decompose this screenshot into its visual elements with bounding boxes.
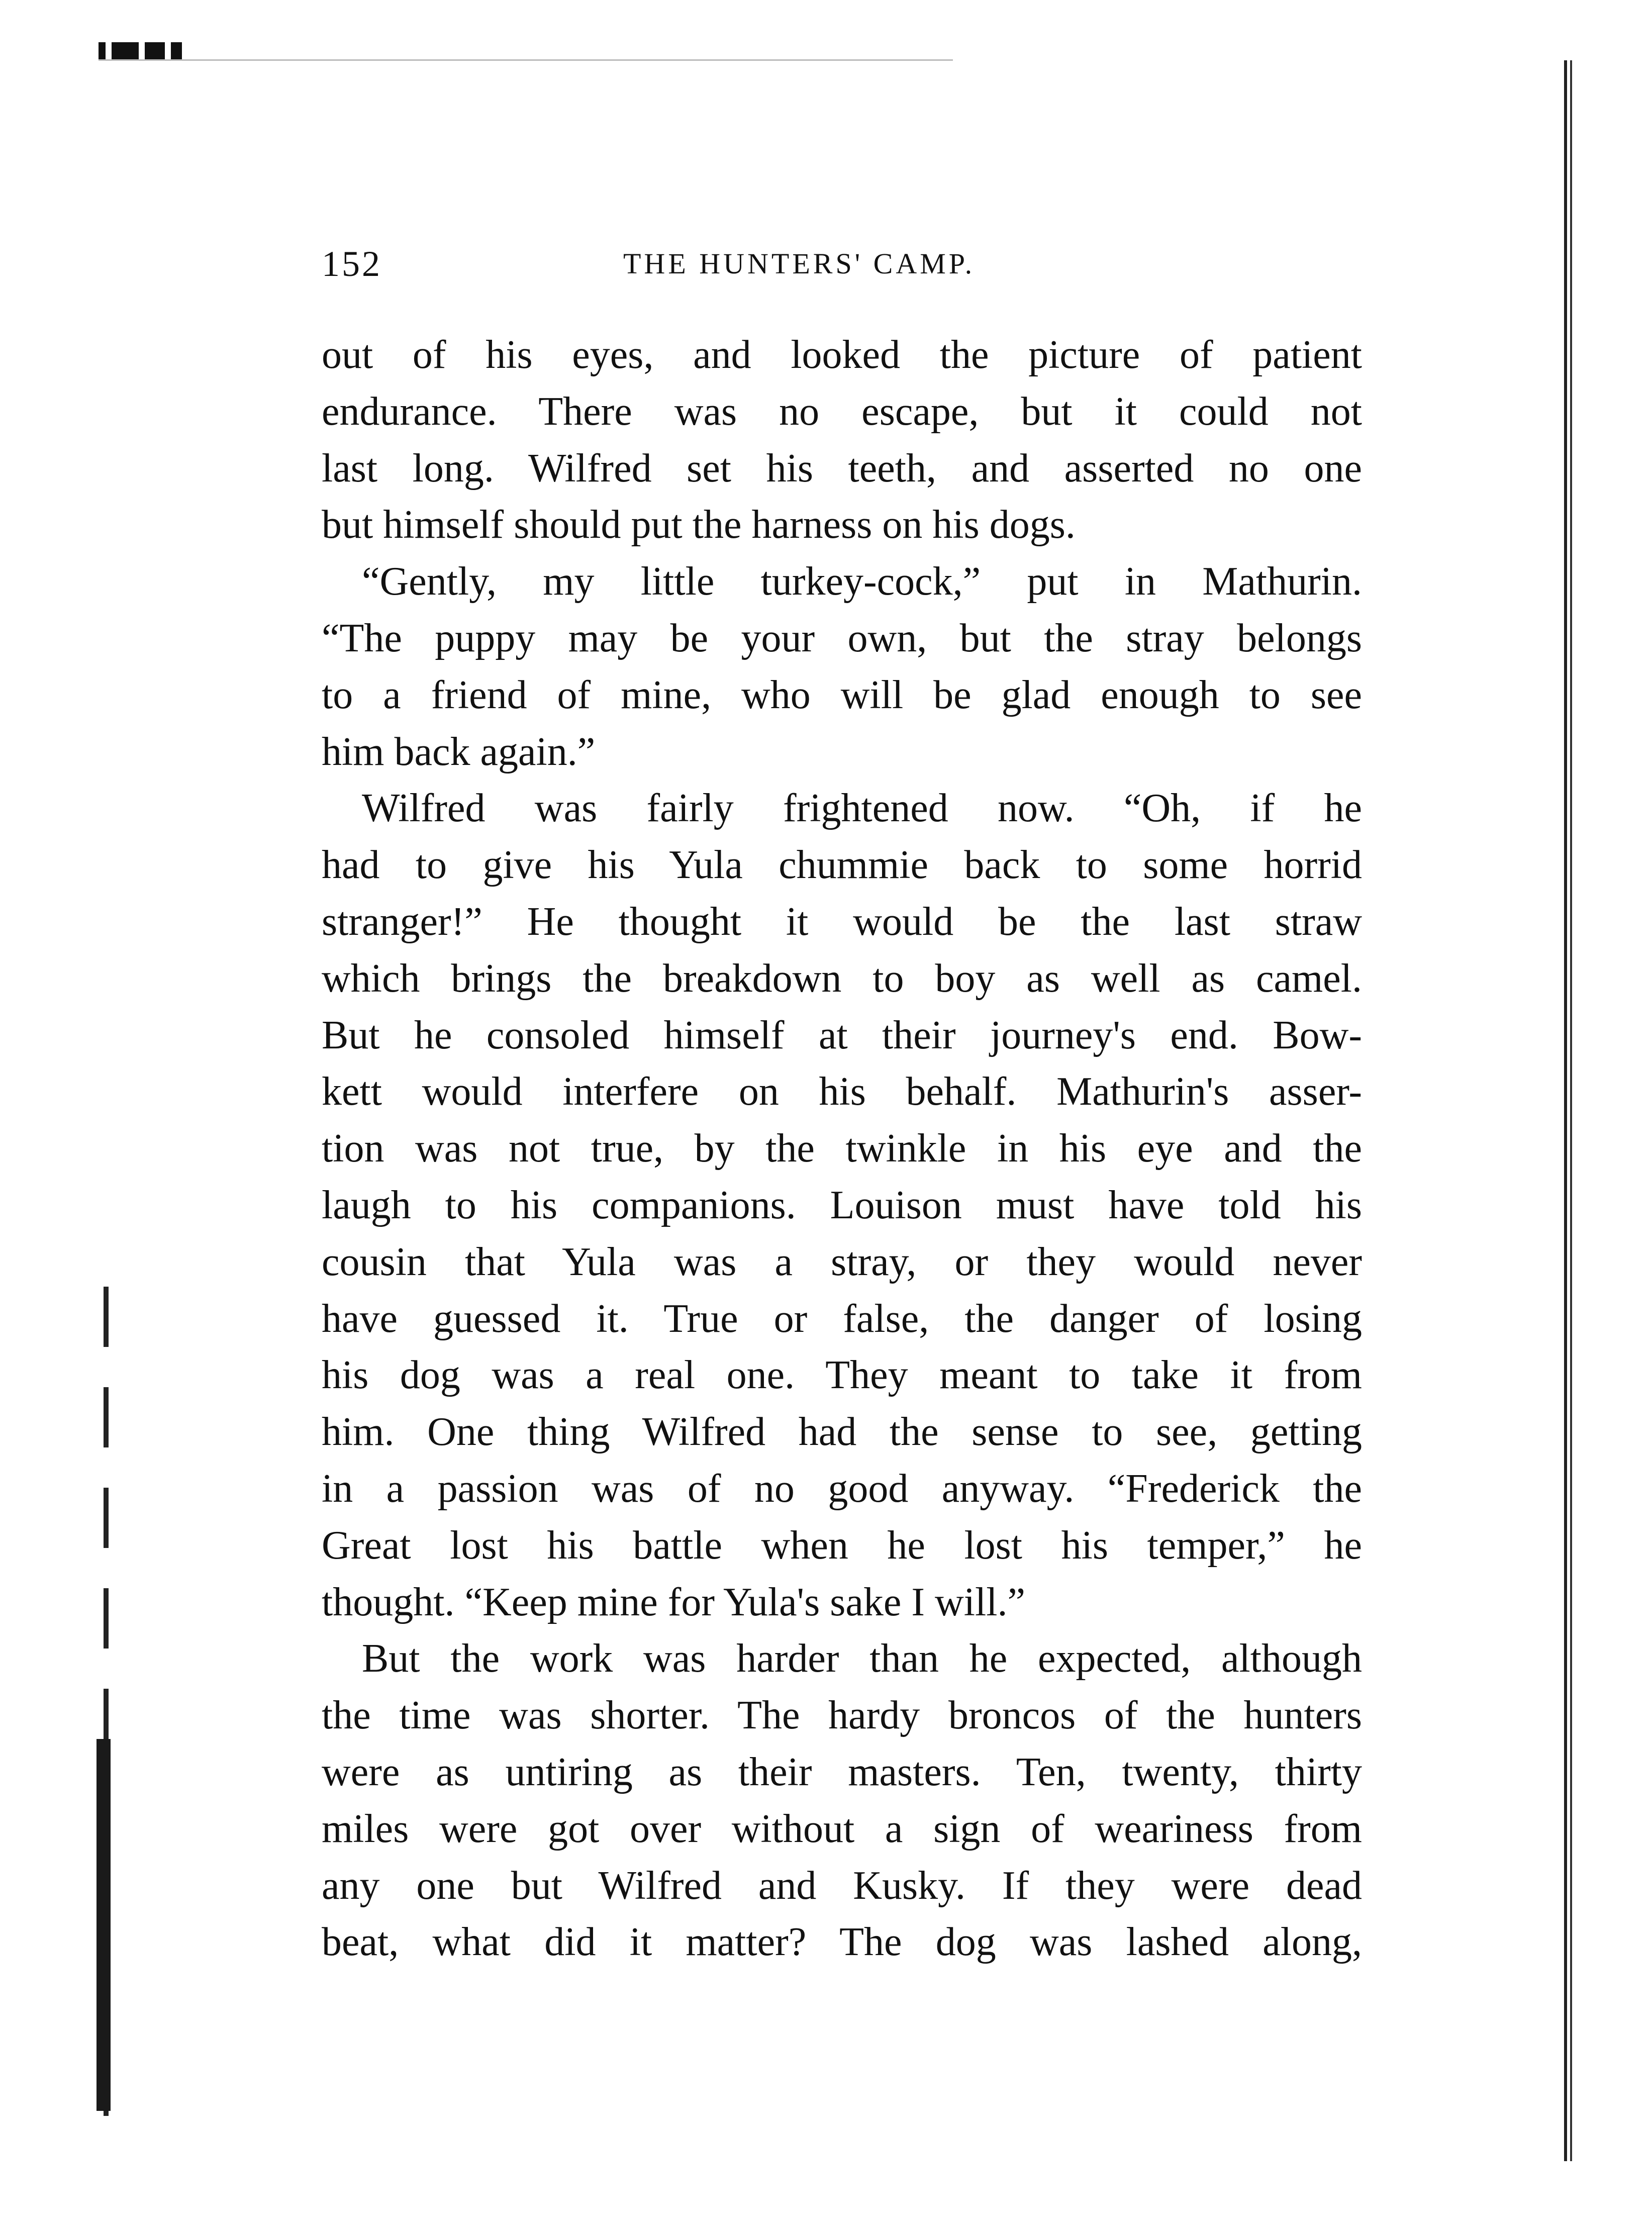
text-line: the time was shorter. The hardy broncos of the hunters <box>322 1693 1362 1738</box>
text-line: Great lost his battle when he lost his temper,” he <box>322 1523 1362 1568</box>
text-line: any one but Wilfred and Kusky. If they were dead <box>322 1863 1362 1908</box>
scan-binding-shadow <box>96 1739 111 2111</box>
text-line: miles were got over without a sign of weariness from <box>322 1806 1362 1851</box>
page-number: 152 <box>322 244 382 284</box>
text-line: “The puppy may be your own, but the stray belongs <box>322 616 1362 660</box>
body-text <box>322 327 1362 1971</box>
scan-margin-marks <box>99 42 182 60</box>
text-line: out of his eyes, and looked the picture of patient <box>322 333 1362 377</box>
text-line: him. One thing Wilfred had the sense to see, getting <box>322 1410 1362 1455</box>
text-line: But he consoled himself at their journey's end. Bow- <box>322 1013 1362 1057</box>
text-line: But the work was harder than he expected, although <box>362 1636 1362 1681</box>
text-line: had to give his Yula chummie back to some horrid <box>322 843 1362 888</box>
text-line: thought. “Keep mine for Yula's sake I will.” <box>322 1580 1025 1624</box>
running-header <box>322 236 1357 292</box>
text-line: him back again.” <box>322 729 596 774</box>
text-line: to a friend of mine, who will be glad enough to see <box>322 672 1362 717</box>
text-line: laugh to his companions. Louison must have told his <box>322 1183 1362 1227</box>
text-line: have guessed it. True or false, the danger of losing <box>322 1296 1362 1341</box>
text-line: Wilfred was fairly frightened now. “Oh, if he <box>362 786 1362 831</box>
text-line: his dog was a real one. They meant to take it from <box>322 1353 1362 1398</box>
text-line: tion was not true, by the twinkle in his eye and the <box>322 1126 1362 1171</box>
text-line: endurance. There was no escape, but it could not <box>322 389 1362 434</box>
running-title: THE HUNTERS' CAMP. <box>623 247 976 280</box>
text-line: which brings the breakdown to boy as well as camel. <box>322 956 1362 1001</box>
text-line: beat, what did it matter? The dog was lashed along, <box>322 1920 1362 1965</box>
scan-page-edge-right <box>1564 60 1572 2161</box>
text-line: last long. Wilfred set his teeth, and asserted no one <box>322 446 1362 491</box>
text-line: cousin that Yula was a stray, or they would never <box>322 1239 1362 1284</box>
text-line: kett would interfere on his behalf. Mathurin's asser- <box>322 1070 1362 1114</box>
text-line: “Gently, my little turkey-cock,” put in Mathurin. <box>362 559 1362 604</box>
text-line: were as untiring as their masters. Ten, twenty, thirty <box>322 1750 1362 1794</box>
text-line: but himself should put the harness on his dogs. <box>322 503 1076 547</box>
scan-top-rule <box>99 59 953 61</box>
text-line: in a passion was of no good anyway. “Frederick the <box>322 1466 1362 1511</box>
text-line: stranger!” He thought it would be the last straw <box>322 899 1362 944</box>
